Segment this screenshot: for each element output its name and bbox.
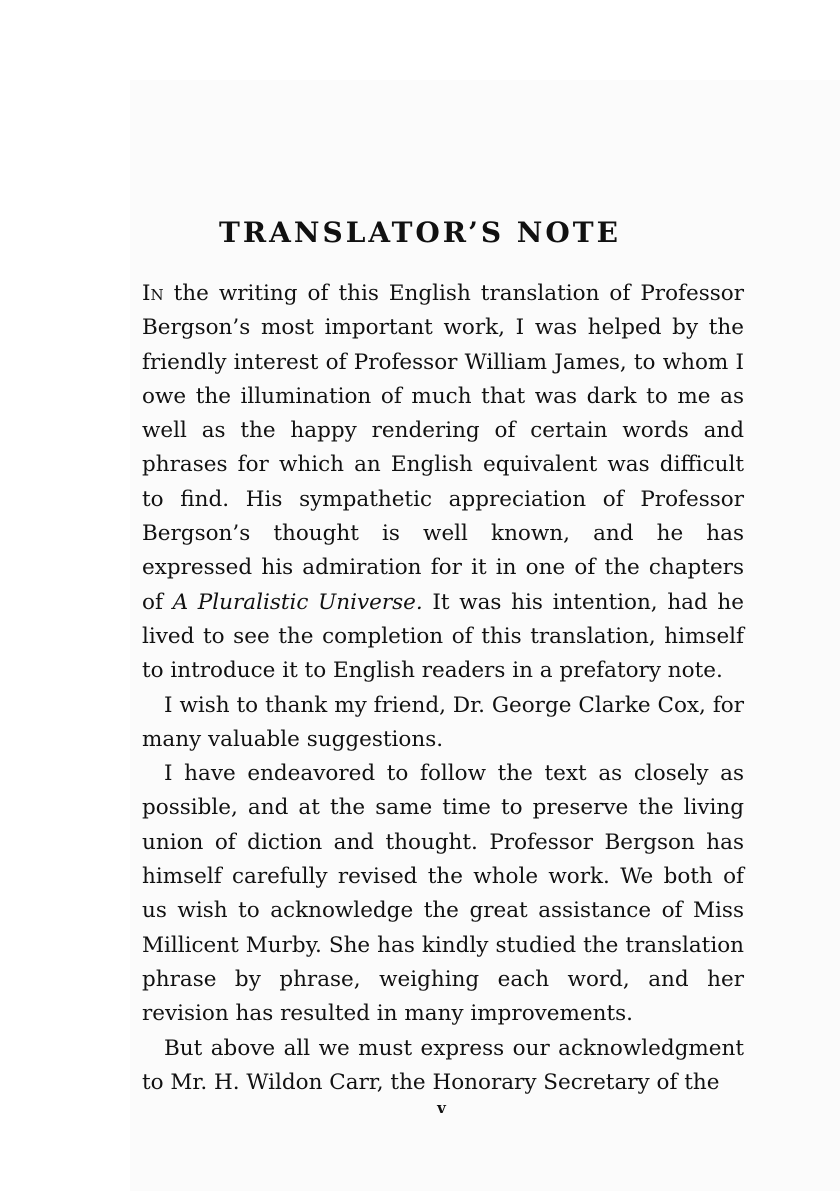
note-body: [142, 277, 744, 1100]
paragraph-1-text-end: It was his intention, had he lived to see the completion of this translation, himself to introduce it to English readers in a prefatory note.: [142, 589, 744, 684]
page-title: TRANSLATOR’S NOTE: [219, 216, 621, 249]
page-number: v: [437, 1099, 446, 1117]
paragraph-1: [142, 277, 744, 689]
drop-word: In: [142, 281, 164, 306]
book-title: A Pluralistic Universe.: [172, 589, 423, 615]
paragraph-2: I wish to thank my friend, Dr. George Clarke Cox, for many valuable suggestions.: [142, 692, 744, 752]
paragraph-4: But above all we must express our acknowledgment to Mr. H. Wildon Carr, the Honorary Secretary of the: [142, 1035, 744, 1095]
paragraph-1-text: the writing of this English translation of Professor Bergson’s most important work, I was helped by the friendly interest of Professor William James, to whom I owe the illumination of much that was dark to me as well as the happy rendering of certain words and phrases for which an English equivalent was difficult to find. His sympathetic appreciation of Professor Bergson’s thought is well known, and he has expressed his admiration for it in one of the chapters of: [142, 281, 744, 615]
paragraph-3: I have endeavored to follow the text as closely as possible, and at the same time to preserve the living union of diction and thought. Professor Bergson has himself carefully revised the whole work. We both of us wish to acknowledge the great assistance of Miss Millicent Murby. She has kindly studied the translation phrase by phrase, weighing each word, and her revision has resulted in many improvements.: [142, 761, 744, 1027]
